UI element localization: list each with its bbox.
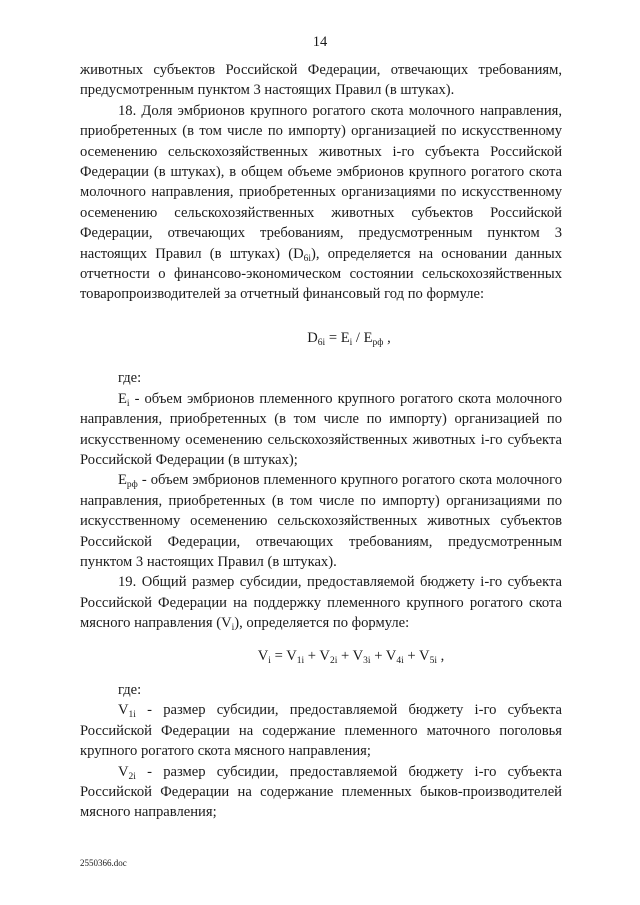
where-label-1: где: — [118, 370, 142, 387]
file-name-footer: 2550366.doc — [80, 858, 127, 868]
definition-erf: $E_{рф}$ - объем эмбрионов племенного крупного рогатого скота молочного направления, приобретенных (в том числе по импорту) организациями по искусственному осеменению сельскохозяйственных животных субъектов Российской Федерации, отвечающих требованиям, предусмотренным пунктом 3 настоящих Правил (в штуках). — [80, 472, 562, 570]
paragraph-18: 18. Доля эмбрионов крупного рогатого скота молочного направления, приобретенных (в том числе по импорту) организацией по искусственному осеменению сельскохозяйственных животных i-го субъекта Российской Федерации (в штуках), в общем объеме эмбрионов крупного рогатого скота молочного направления, приобретенных организациями по искусственному осеменению сельскохозяйственных животных субъектов Российской Федерации, отвечающих требованиям, предусмотренным пунктом 3 настоящих Правил (в штуках) $(D_{6i})$, определяется на основании данных отчетности о финансово-экономическом состоянии сельскохозяйственных товаропроизводителей за отчетный финансовый год по формуле: — [80, 102, 562, 303]
formula-vi: $V_i = V_{1i} + V_{2i} + V_{3i} + V_{4i} + V_{5i}$ , — [257, 647, 445, 666]
definition-v1i: $V_{1i}$ - размер субсидии, предоставляемой бюджету i-го субъекта Российской Федерации на содержание племенного маточного поголовья крупного рогатого скота мясного направления; — [80, 702, 562, 760]
paragraph-19: 19. Общий размер субсидии, предоставляемой бюджету i-го субъекта Российской Федерации на поддержку племенного крупного рогатого скота мясного направления $(V_i)$, определяется по формуле: — [80, 574, 562, 634]
definition-v2i: $V_{2i}$ - размер субсидии, предоставляемой бюджету i-го субъекта Российской Федерации на содержание племенных быков-производителей мясного направления; — [80, 763, 562, 821]
formula-d6i: $D_{6i} = E_i / E_{рф}$ , — [307, 329, 391, 348]
page-number: 14 — [312, 34, 328, 50]
definition-ei: $E_i$ - объем эмбрионов племенного крупного рогатого скота молочного направления, приобретенных (в том числе по импорту) организацией по искусственному осеменению сельскохозяйственных животных i-го субъекта Российской Федерации (в штуках); — [80, 390, 562, 468]
document-body — [80, 60, 562, 823]
where-label-2: где: — [118, 681, 142, 698]
paragraph-continuation: животных субъектов Российской Федерации, отвечающих требованиям, предусмотренным пунктом 3 настоящих Правил (в штуках). — [80, 62, 562, 99]
